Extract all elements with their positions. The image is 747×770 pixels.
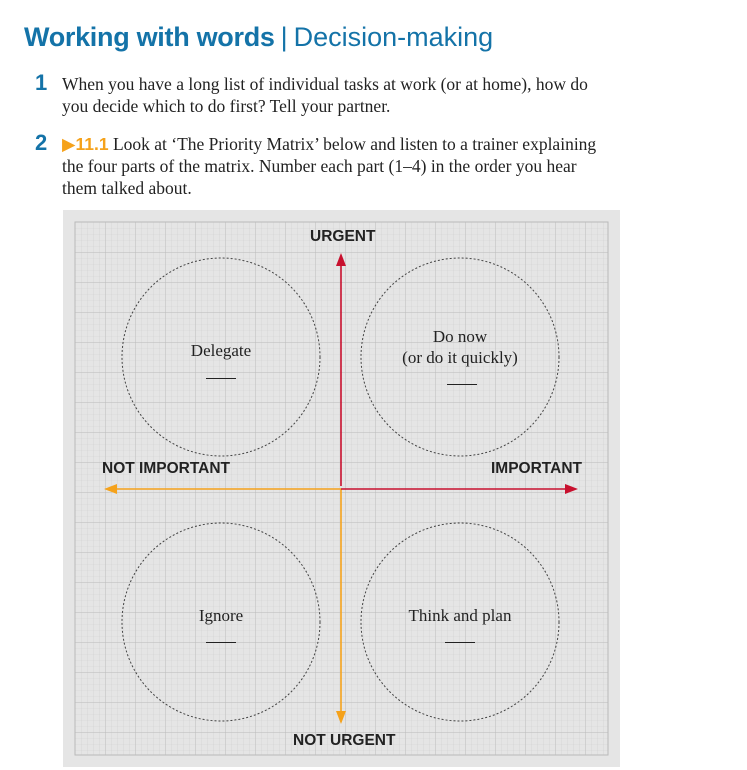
quadrant-label-delegate: Delegate <box>190 341 252 360</box>
answer-blank-ignore[interactable] <box>206 642 236 643</box>
title-main: Working with words <box>24 22 275 52</box>
axis-label-not-important: NOT IMPORTANT <box>102 460 231 477</box>
answer-blank-do-now[interactable] <box>447 384 477 385</box>
title-separator: | <box>280 22 288 52</box>
exercise-number: 1 <box>35 70 48 95</box>
exercise-2-line-2: the four parts of the matrix. Number each part (1–4) in the order you hear <box>62 156 577 176</box>
exercise-2-line-1-text: Look at ‘The Priority Matrix’ below and listen to a trainer explaining <box>108 134 597 154</box>
page-title <box>24 22 493 53</box>
quadrant-label-ignore: Ignore <box>198 606 244 625</box>
exercise-2-line-3: them talked about. <box>62 178 192 198</box>
exercise-2 <box>35 130 722 199</box>
title-subtitle: Decision-making <box>293 22 494 52</box>
answer-blank-think-and-plan[interactable] <box>445 642 475 643</box>
axis-label-not-urgent: NOT URGENT <box>293 732 396 749</box>
priority-matrix <box>63 210 620 767</box>
exercise-1 <box>35 70 722 117</box>
answer-blank-delegate[interactable] <box>206 378 236 379</box>
quadrant-label-think-and-plan: Think and plan <box>408 606 512 625</box>
exercise-1-line-1: When you have a long list of individual tasks at work (or at home), how do <box>62 74 588 94</box>
exercise-2-line-1 <box>62 133 722 155</box>
audio-track-number[interactable]: 11.1 <box>75 134 109 154</box>
axis-label-urgent: URGENT <box>310 228 376 245</box>
exercise-number: 2 <box>35 130 48 155</box>
matrix-graphics <box>63 210 620 767</box>
quadrant-label-do-now-detail: (or do it quickly) <box>402 348 518 367</box>
play-triangle-icon[interactable]: ▶ <box>62 134 76 154</box>
exercise-1-line-2: you decide which to do first? Tell your partner. <box>62 96 391 116</box>
axis-label-important: IMPORTANT <box>491 460 582 477</box>
quadrant-label-do-now: Do now <box>432 327 488 346</box>
